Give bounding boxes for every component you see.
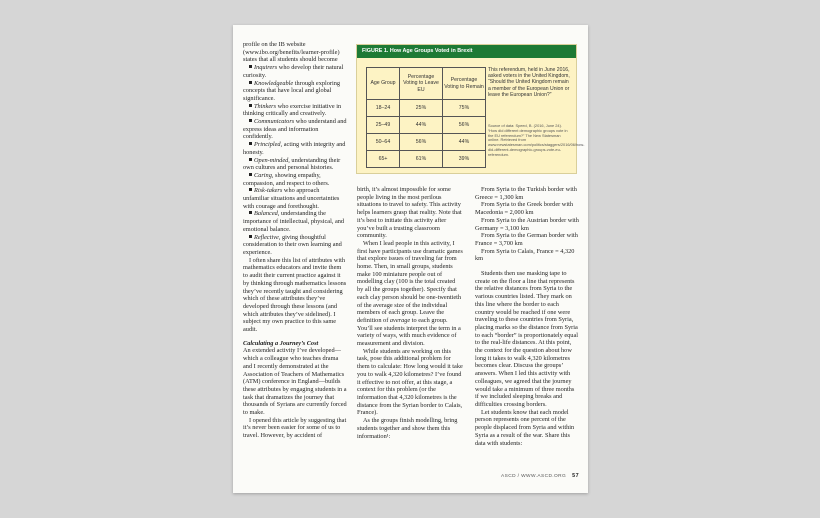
column-3 [475, 186, 579, 447]
square-bullet-icon [249, 81, 252, 84]
table-cell: 44% [443, 134, 486, 151]
square-bullet-icon [249, 65, 252, 68]
list-item: Thinkers who exercise initiative in thinking critically and creatively. [243, 102, 342, 118]
list-item: Principled, acting with integrity and honesty. [243, 141, 346, 156]
list-item: Caring, showing empathy, compassion, and respect to others. [243, 171, 330, 187]
square-bullet-icon [249, 235, 252, 238]
table-cell: 25% [400, 100, 443, 117]
distance-item: From Syria to the Austrian border with Germany = 3,100 km [475, 216, 579, 232]
list-item: Communicators who understand and express ideas and information confidently. [243, 118, 347, 141]
section-heading: Calculating a Journey’s Cost [243, 339, 319, 347]
figure-brexit-votes [356, 44, 585, 174]
square-bullet-icon [249, 142, 252, 145]
paragraph: When I lead people in this activity, I first have participants use dramatic games that explore issues of traveling far from home. Then, in small groups, students make 100 miniature people out of modelling clay (100 is the total created by all the groups together). Specify that each clay person should be one-twentieth of the average size of the individual members of each group. Leave the definition of average to each group. You’ll see students interpret the term in a variety of ways, with much evidence of measurement and division. [357, 239, 463, 348]
distance-item: From Syria to the Turkish border with Greece = 1,300 km [475, 186, 577, 201]
table-cell: 61% [400, 151, 443, 168]
figure-source: Source of data: Speed, B. (2016, June 24). “How did different demographic groups vote in the EU referendum?” The New Statesman online. Retrieved from www.newstatesman.com/politics/staggers/2016/06/how-did-different-demographic-groups-vote-eu-referendum. [488, 123, 585, 157]
table-row [367, 117, 486, 134]
table-header-row [367, 68, 486, 100]
paragraph: I often share this list of attributes with mathematics educators and invite them to audit their current practice against it by thinking through mathematics lessons they’ve recently taught and considering which of these attributes they’ve developed through these lessons (and which attributes they’ve sidelined). I subject my own practice to this same audit. [243, 256, 347, 334]
figure-title: FIGURE 1. How Age Groups Voted in Brexit [357, 45, 576, 58]
table-cell: 56% [400, 134, 443, 151]
paragraph: An extended activity I’ve developed—which a colleague who teaches drama and I recently demonstrated at the Association of Teachers of Mathematics (ATM) conference in England—builds these attributes by engaging students in a task that dramatizes the journey that thousands of Syrians are currently forced to make. [243, 347, 347, 417]
table-cell: 44% [400, 117, 443, 134]
table-cell: 25–49 [367, 117, 400, 134]
table-row [367, 134, 486, 151]
list-item: Knowledgeable through exploring concepts that have local and global significance. [243, 79, 341, 102]
table-cell: 50–64 [367, 134, 400, 151]
figure-note: This referendum, held in June 2016, asked voters in the United Kingdom, “Should the United Kingdom remain a member of the European Union or leave the European Union?” [488, 67, 570, 98]
table-cell: 65+ [367, 151, 400, 168]
square-bullet-icon [249, 119, 252, 122]
page-number: 57 [572, 473, 579, 479]
distance-item: From Syria to Calais, France = 4,320 km [475, 247, 575, 263]
list-item: Risk-takers who approach unfamiliar situations and uncertainties with courage and forethought. [243, 187, 340, 210]
table-row [367, 100, 486, 117]
paragraph: I opened this article by suggesting that it’s never been easier for some of us to travel. However, by accident of [243, 416, 347, 440]
list-item: Balanced, understanding the importance of intellectual, physical, and emotional balance. [243, 210, 345, 233]
paragraph: birth, it’s almost impossible for some people living in the most perilous situations to travel to safety. This activity helps learners grasp that reality. Note that it’s best to initiate this activity after you’ve built a trusting classroom community. [357, 186, 462, 240]
paragraph: Students then use masking tape to create on the floor a line that represents the relative distances from Syria to the various countries listed. They mark on this line where the border to each country would be reached if one were traveling to these countries from Syria, placing marks so the distance from Syria to each “border” is proportionately equal to the real-life distances. At this point, the context for the question about how long it takes to walk 4,320 kilometres becomes clear. Discuss the groups’ answers. When I led this activity with colleagues, we agreed that the journey would take a minimum of three months if we included sleeping breaks and difficulties crossing borders. [475, 270, 578, 408]
learner-attribute-list [243, 64, 347, 257]
list-item: Open-minded, understanding their own cultures and personal histories. [243, 156, 341, 172]
distance-item: From Syria to the German border with France = 3,700 km [475, 232, 578, 247]
list-item: Reflective, giving thoughtful consideration to their own learning and experience. [243, 233, 342, 256]
table-cell: 18–24 [367, 100, 400, 117]
paragraph: While students are working on this task, pose this additional problem for them to calculate: How long would it take you to walk 4,320 kilometres? I’ve found it effective to not offer, at this stage, a context for this problem (or the information that 4,320 kilometres is the distance from the Syrian border to Calais, France). [357, 347, 463, 417]
table-cell: 39% [443, 151, 486, 168]
table-row [367, 151, 486, 168]
column-header: Percentage Voting to Leave EU [400, 68, 443, 100]
column-header: Percentage Voting to Remain [443, 68, 486, 100]
column-header: Age Group [367, 68, 400, 100]
page-footer [501, 473, 579, 479]
column-1 [243, 41, 347, 440]
distance-item: From Syria to the Greek border with Macedonia = 2,000 km [475, 201, 573, 217]
square-bullet-icon [249, 173, 252, 176]
footer-org: ASCD / WWW.ASCD.ORG [501, 474, 567, 479]
square-bullet-icon [249, 211, 252, 214]
square-bullet-icon [249, 188, 252, 191]
square-bullet-icon [249, 158, 252, 161]
vote-table [366, 67, 486, 168]
journal-page [233, 25, 588, 493]
square-bullet-icon [249, 104, 252, 107]
list-item: Inquirers who develop their natural curiosity. [243, 64, 344, 79]
column-2 [357, 186, 463, 440]
table-cell: 56% [443, 117, 486, 134]
table-cell: 75% [443, 100, 486, 117]
paragraph: Let students know that each model person represents one percent of the people displaced from Syria and within Syria as a result of the war. Share this data with students: [475, 408, 575, 447]
paragraph: As the groups finish modelling, bring students together and show them this information¹: [357, 417, 458, 440]
intro-text: profile on the IB website (www.ibo.org/benefits/learner-profile) states that all students should become [243, 41, 340, 64]
